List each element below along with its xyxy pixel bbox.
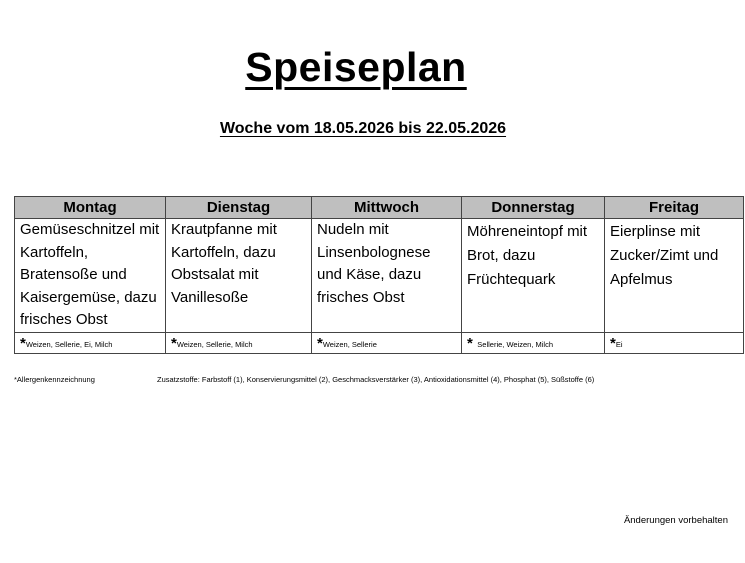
allergen-legend: *Allergenkennzeichnung	[14, 375, 95, 384]
allergen-list: Weizen, Sellerie	[322, 339, 377, 349]
changes-note: Änderungen vorbehalten	[623, 515, 728, 526]
dish-wednesday: Nudeln mit Linsenbolognese und Käse, dazu frisches Obst	[312, 219, 462, 333]
day-header-monday: Montag	[15, 197, 166, 219]
allergens-monday	[15, 332, 166, 353]
allergens-thursday	[462, 332, 605, 353]
additives-note: Zusatzstoffe: Farbstoff (1), Konservierungsmittel (2), Geschmacksverstärker (3), Antioxidationsmittel (4), Phosphat (5), Süßstoffe (6)	[157, 375, 595, 384]
day-header-friday: Freitag	[605, 197, 744, 219]
dish-thursday: Möhreneintopf mit Brot, dazu Früchtequark	[462, 219, 605, 333]
dish-monday: Gemüseschnitzel mit Kartoffeln, Bratensoße und Kaisergemüse, dazu frisches Obst	[15, 219, 166, 333]
allergen-list: Weizen, Sellerie, Ei, Milch	[25, 339, 113, 349]
allergen-mark: *	[20, 334, 26, 352]
dish-row	[15, 219, 744, 333]
allergens-friday	[605, 332, 744, 353]
allergen-row	[15, 332, 744, 353]
week-range	[0, 120, 726, 138]
day-header-row	[15, 197, 744, 219]
dish-friday: Eierplinse mit Zucker/Zimt und Apfelmus	[605, 219, 744, 333]
allergen-mark: *	[171, 334, 177, 352]
allergen-mark: *	[317, 334, 323, 352]
week-range-text: Woche vom 18.05.2026 bis 22.05.2026	[219, 120, 507, 137]
page-title-text: Speiseplan	[245, 44, 467, 90]
allergens-tuesday	[166, 332, 312, 353]
allergen-mark: *	[610, 334, 616, 352]
day-header-wednesday: Mittwoch	[312, 197, 462, 219]
page-title	[0, 44, 712, 91]
allergens-wednesday	[312, 332, 462, 353]
menu-table	[14, 196, 744, 354]
allergen-list: Weizen, Sellerie, Milch	[176, 339, 253, 349]
allergen-mark: *	[467, 334, 473, 352]
allergen-list: Ei	[615, 339, 623, 349]
day-header-tuesday: Dienstag	[166, 197, 312, 219]
day-header-thursday: Donnerstag	[462, 197, 605, 219]
dish-tuesday: Krautpfanne mit Kartoffeln, dazu Obstsalat mit Vanillesoße	[166, 219, 312, 333]
allergen-list: Sellerie, Weizen, Milch	[477, 339, 554, 349]
